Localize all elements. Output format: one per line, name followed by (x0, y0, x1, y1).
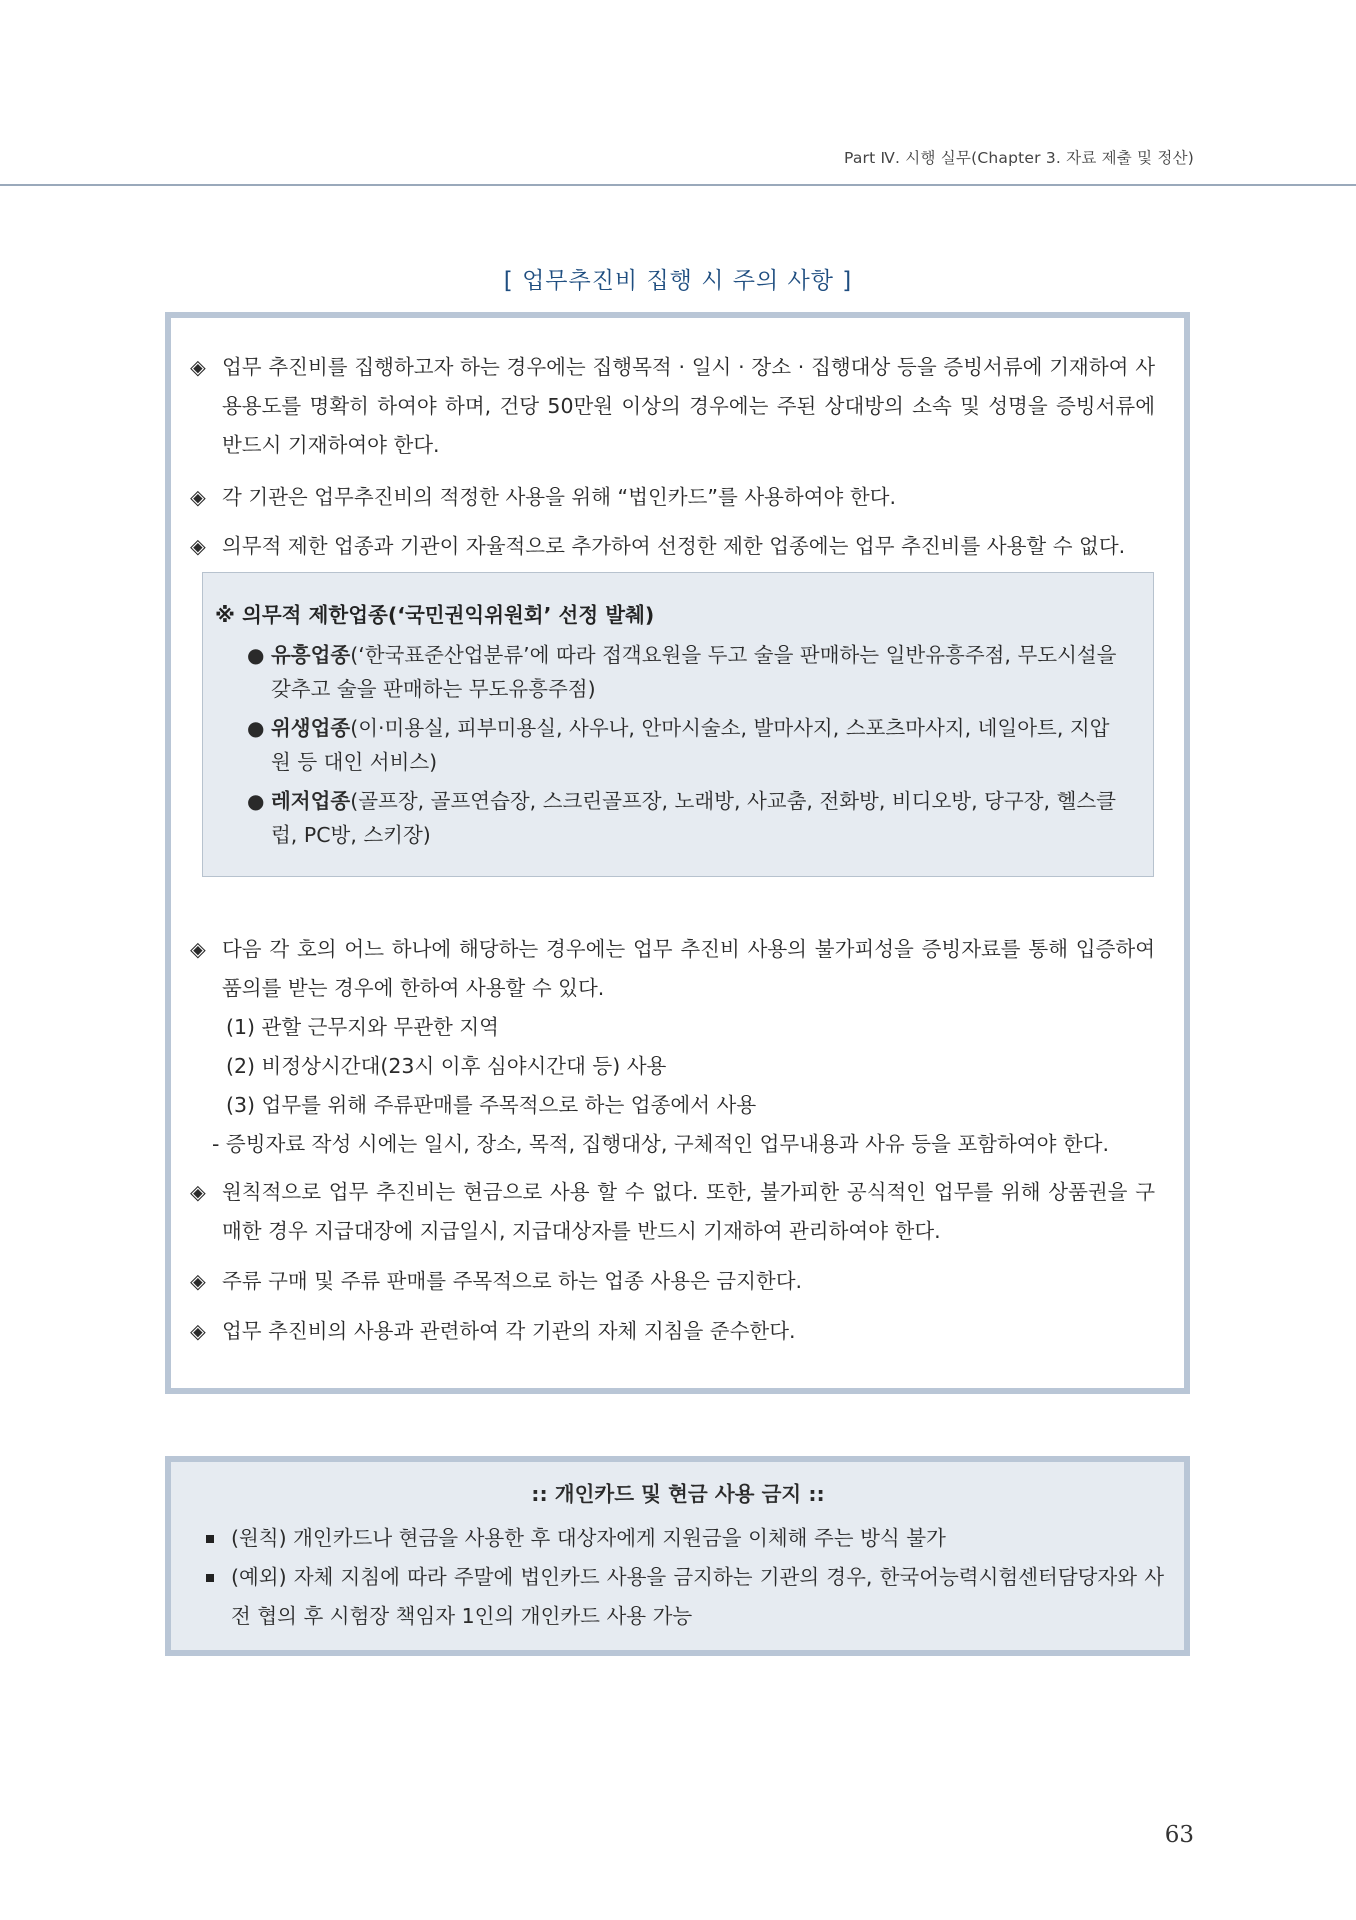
diamond-bullet-icon: ◈ (190, 1269, 206, 1293)
caution-item-text: 주류 구매 및 주류 판매를 주목적으로 하는 업종 사용은 금지한다. (222, 1269, 803, 1293)
caution-item-text: 원칙적으로 업무 추진비는 현금으로 사용 할 수 없다. 또한, 불가피한 공식적인 업무를 위해 상품권을 구매한 경우 지급대장에 지급일시, 지급대상자를 반드시 기재하여 관리하여야 한다. (222, 1180, 1155, 1243)
square-bullet-icon (206, 1535, 214, 1543)
exception-text: 다음 각 호의 어느 하나에 해당하는 경우에는 업무 추진비 사용의 불가피성을 증빙자료를 통해 입증하여 품의를 받는 경우에 한하여 사용할 수 있다. (222, 937, 1155, 1000)
bullet-dot-icon: ● (247, 716, 265, 740)
restricted-bullet-hygiene (247, 711, 1127, 779)
prohibition-item-1 (206, 1519, 1164, 1558)
prohibition-item-2 (206, 1558, 1164, 1636)
diamond-bullet-icon: ◈ (190, 485, 206, 509)
bullet-detail: (‘한국표준산업분류’에 따라 접객요원을 두고 술을 판매하는 일반유흥주점, 무도시설을 갖추고 술을 판매하는 무도유흥주점) (271, 643, 1117, 701)
restricted-industries-title: ※ 의무적 제한업종(‘국민권익위원회’ 선정 발췌) (215, 603, 655, 627)
header-rule (0, 184, 1356, 186)
diamond-bullet-icon: ◈ (190, 937, 206, 961)
caution-item-5 (190, 1262, 1155, 1301)
exception-note: - 증빙자료 작성 시에는 일시, 장소, 목적, 집행대상, 구체적인 업무내용과 사유 등을 포함하여야 한다. (212, 1132, 1110, 1156)
caution-item-1 (190, 348, 1155, 465)
diamond-bullet-icon: ◈ (190, 534, 206, 558)
bullet-dot-icon: ● (247, 643, 265, 667)
restricted-bullet-entertainment (247, 638, 1127, 706)
caution-item-text: 업무 추진비의 사용과 관련하여 각 기관의 자체 지침을 준수한다. (222, 1319, 796, 1343)
running-header: Part Ⅳ. 시행 실무(Chapter 3. 자료 제출 및 정산) (843, 149, 1194, 167)
square-bullet-icon (206, 1574, 214, 1582)
prohibition-item-text: (원칙) 개인카드나 현금을 사용한 후 대상자에게 지원금을 이체해 주는 방식 불가 (231, 1526, 946, 1550)
exception-item (190, 930, 1155, 1008)
caution-item-4 (190, 1173, 1155, 1251)
exception-case-2: (2) 비정상시간대(23시 이후 심야시간대 등) 사용 (226, 1054, 667, 1078)
diamond-bullet-icon: ◈ (190, 1180, 206, 1204)
diamond-bullet-icon: ◈ (190, 355, 206, 379)
section-title: [ 업무추진비 집행 시 주의 사항 ] (503, 268, 853, 294)
bullet-term: 유흥업종 (271, 643, 351, 667)
bullet-term: 위생업종 (271, 716, 351, 740)
bullet-dot-icon: ● (247, 789, 265, 813)
bullet-detail: (이·미용실, 피부미용실, 사우나, 안마시술소, 발마사지, 스포츠마사지, 네일아트, 지압원 등 대인 서비스) (271, 716, 1110, 774)
restricted-bullet-leisure (247, 784, 1127, 852)
prohibition-item-text: (예외) 자체 지침에 따라 주말에 법인카드 사용을 금지하는 기관의 경우, 한국어능력시험센터담당자와 사전 협의 후 시험장 책임자 1인의 개인카드 사용 가능 (231, 1565, 1164, 1628)
diamond-bullet-icon: ◈ (190, 1319, 206, 1343)
caution-item-text: 업무 추진비를 집행하고자 하는 경우에는 집행목적 · 일시 · 장소 · 집행대상 등을 증빙서류에 기재하여 사용용도를 명확히 하여야 하며, 건당 50만원 이상의 경우에는 주된 상대방의 소속 및 성명을 증빙서류에 반드시 기재하여야 한다. (222, 355, 1155, 457)
caution-item-6 (190, 1312, 1155, 1351)
exception-case-1: (1) 관할 근무지와 무관한 지역 (226, 1015, 499, 1039)
caution-item-text: 의무적 제한 업종과 기관이 자율적으로 추가하여 선정한 제한 업종에는 업무 추진비를 사용할 수 없다. (222, 534, 1126, 558)
caution-item-2 (190, 478, 1155, 517)
caution-item-text: 각 기관은 업무추진비의 적정한 사용을 위해 “법인카드”를 사용하여야 한다. (222, 485, 896, 509)
prohibition-title: :: 개인카드 및 현금 사용 금지 :: (531, 1482, 825, 1506)
exception-case-3: (3) 업무를 위해 주류판매를 주목적으로 하는 업종에서 사용 (226, 1093, 757, 1117)
caution-item-3 (190, 527, 1155, 566)
page-number: 63 (1164, 1822, 1194, 1848)
bullet-term: 레저업종 (271, 789, 351, 813)
bullet-detail: (골프장, 골프연습장, 스크린골프장, 노래방, 사교춤, 전화방, 비디오방, 당구장, 헬스클럽, PC방, 스키장) (271, 789, 1116, 847)
